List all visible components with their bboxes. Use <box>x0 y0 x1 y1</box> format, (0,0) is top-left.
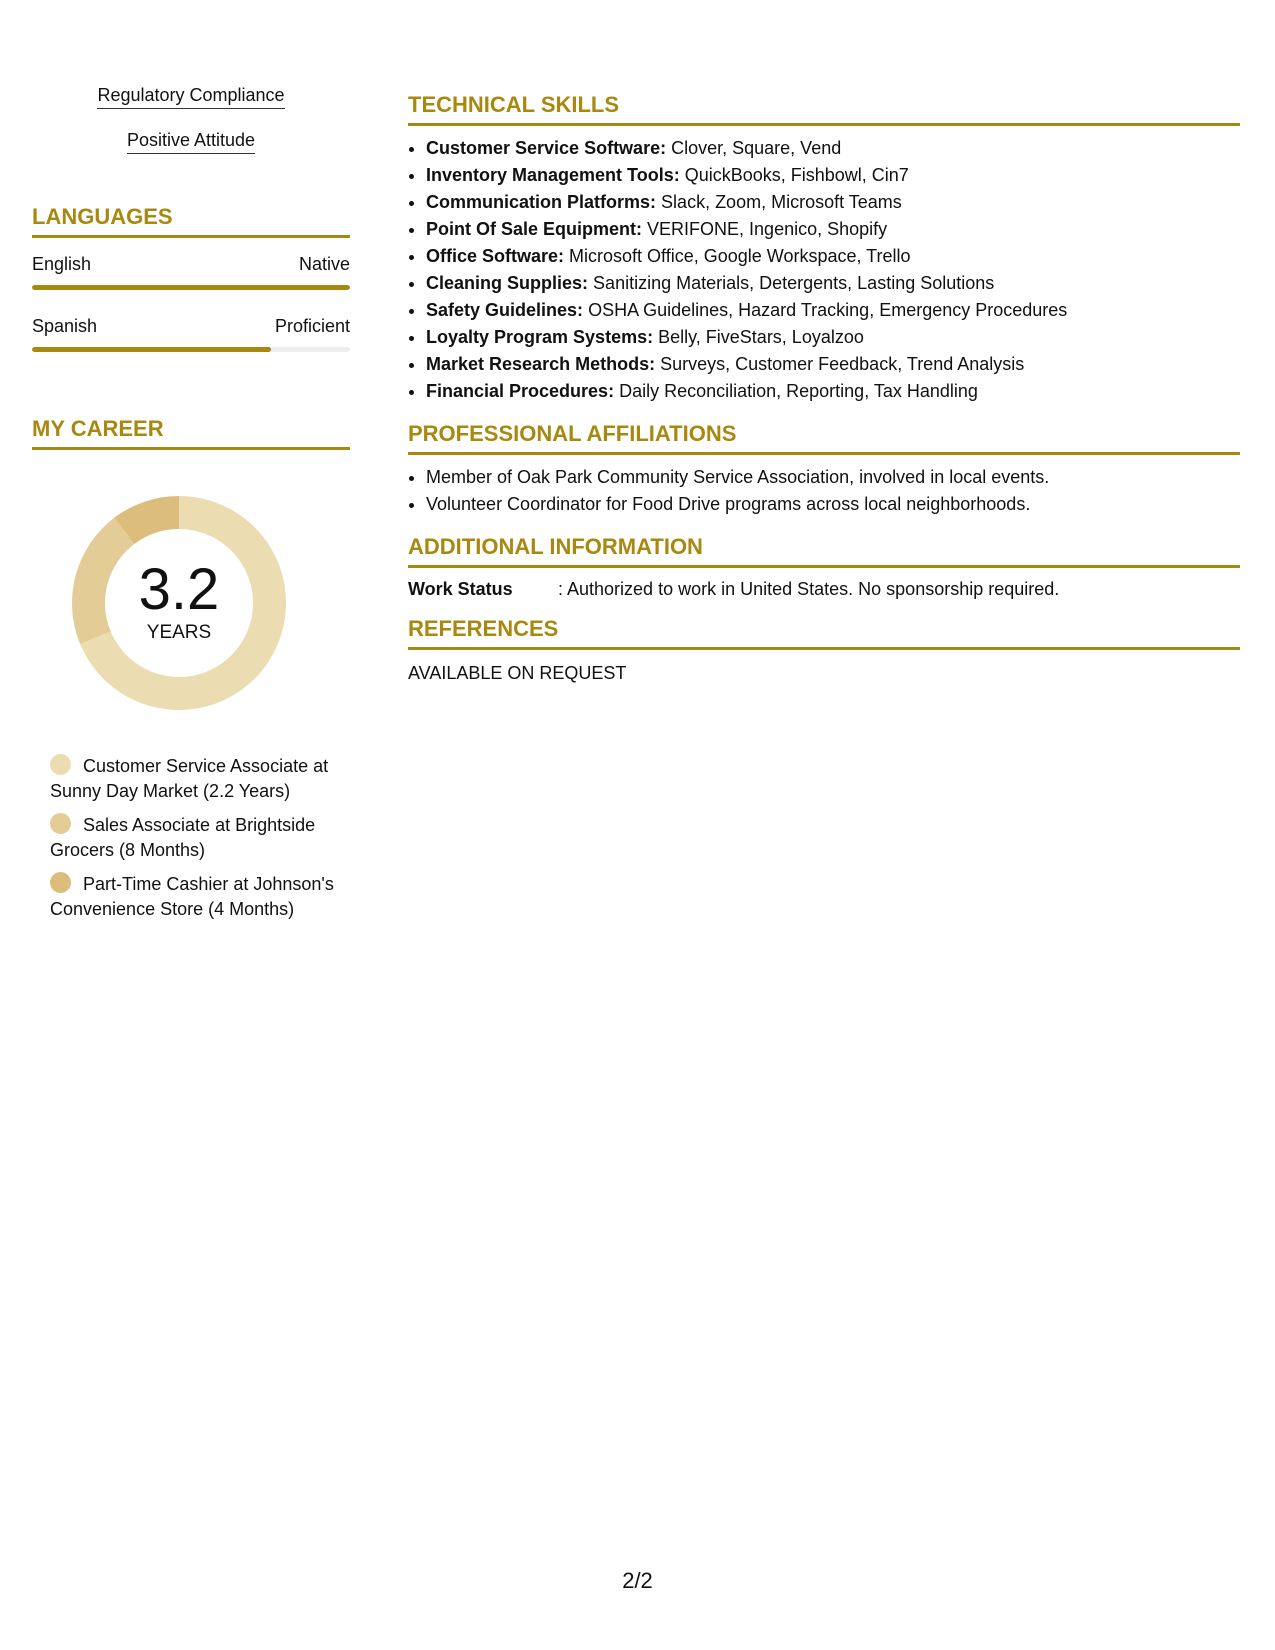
language-level: Native <box>298 254 350 274</box>
legend-dot-icon <box>50 813 71 834</box>
skill-value: Slack, Zoom, Microsoft Teams <box>661 192 902 212</box>
skill-label: Financial Procedures: <box>426 381 615 401</box>
list-item <box>426 351 1240 378</box>
list-item <box>426 216 1240 243</box>
skill-label: Point Of Sale Equipment: <box>426 219 643 239</box>
additional-info-section <box>408 534 1240 600</box>
career-donut <box>64 488 294 718</box>
work-status-label: Work Status <box>408 579 513 599</box>
career-legend <box>50 754 350 922</box>
list-item: • Volunteer Coordinator for Food Drive programs across local neighborhoods. <box>426 491 1240 518</box>
skill-tag: Positive Attitude <box>127 129 255 154</box>
career-job-label: Customer Service Associate at Sunny Day Market (2.2 Years) <box>50 756 329 801</box>
language-name: English <box>32 254 92 274</box>
career-job-label: Sales Associate at Brightside Grocers (8 Months) <box>50 815 316 860</box>
career-legend-item <box>50 754 350 804</box>
career-total-value: 3.2 <box>138 557 220 622</box>
language-bar <box>32 285 350 290</box>
affiliations-list <box>408 464 1240 518</box>
career-total-unit: YEARS <box>146 622 212 643</box>
skill-value: QuickBooks, Fishbowl, Cin7 <box>684 165 909 185</box>
list-item <box>426 297 1240 324</box>
technical-skills-section <box>408 92 1240 405</box>
career-donut-center <box>64 488 294 718</box>
list-item <box>426 270 1240 297</box>
list-item <box>426 243 1240 270</box>
language-level: Proficient <box>274 316 350 336</box>
list-item <box>426 162 1240 189</box>
language-item <box>32 254 350 290</box>
skill-label: Market Research Methods: <box>426 354 656 374</box>
list-item: • Member of Oak Park Community Service Association, involved in local events. <box>426 464 1240 491</box>
skill-label: Cleaning Supplies: <box>426 273 589 293</box>
affiliations-section <box>408 421 1240 518</box>
work-status-row <box>408 578 1240 600</box>
skill-label: Loyalty Program Systems: <box>426 327 654 347</box>
language-bar-fill <box>32 285 350 290</box>
career-title: MY CAREER <box>32 416 350 450</box>
skill-value: Surveys, Customer Feedback, Trend Analysis <box>660 354 1025 374</box>
skill-value: Sanitizing Materials, Detergents, Lasting Solutions <box>593 273 995 293</box>
career-legend-item <box>50 813 350 863</box>
skill-label: Inventory Management Tools: <box>426 165 680 185</box>
list-item <box>426 378 1240 405</box>
language-name: Spanish <box>32 316 98 336</box>
list-item <box>426 189 1240 216</box>
affiliations-title: PROFESSIONAL AFFILIATIONS <box>408 421 1240 455</box>
skill-tag: Regulatory Compliance <box>97 84 284 109</box>
skill-label: Office Software: <box>426 246 565 266</box>
references-section <box>408 616 1240 684</box>
skill-value: Clover, Square, Vend <box>671 138 842 158</box>
technical-skills-title: TECHNICAL SKILLS <box>408 92 1240 126</box>
career-job-label: Part-Time Cashier at Johnson's Convenience Store (4 Months) <box>50 874 334 919</box>
languages-section <box>32 204 350 352</box>
skill-value: OSHA Guidelines, Hazard Tracking, Emergency Procedures <box>588 300 1068 320</box>
right-column <box>408 92 1240 700</box>
work-status-value: : Authorized to work in United States. No sponsorship required. <box>558 579 1060 599</box>
list-item <box>426 324 1240 351</box>
additional-info-title: ADDITIONAL INFORMATION <box>408 534 1240 568</box>
references-text: AVAILABLE ON REQUEST <box>408 663 627 683</box>
language-item <box>32 316 350 352</box>
skill-label: Customer Service Software: <box>426 138 667 158</box>
legend-dot-icon <box>50 872 71 893</box>
skill-value: Daily Reconciliation, Reporting, Tax Handling <box>619 381 978 401</box>
list-item <box>426 135 1240 162</box>
language-bar-fill <box>32 347 271 352</box>
skill-value: Belly, FiveStars, Loyalzoo <box>658 327 864 347</box>
references-title: REFERENCES <box>408 616 1240 650</box>
career-legend-item <box>50 872 350 922</box>
skill-label: Communication Platforms: <box>426 192 657 212</box>
languages-title: LANGUAGES <box>32 204 350 238</box>
technical-skills-list <box>408 135 1240 405</box>
legend-dot-icon <box>50 754 71 775</box>
career-section <box>32 416 350 922</box>
skill-label: Safety Guidelines: <box>426 300 584 320</box>
left-column <box>32 84 350 931</box>
page-number: 2/2 <box>622 1568 653 1593</box>
skill-value: Microsoft Office, Google Workspace, Trello <box>569 246 911 266</box>
language-bar <box>32 347 350 352</box>
skill-value: VERIFONE, Ingenico, Shopify <box>647 219 888 239</box>
